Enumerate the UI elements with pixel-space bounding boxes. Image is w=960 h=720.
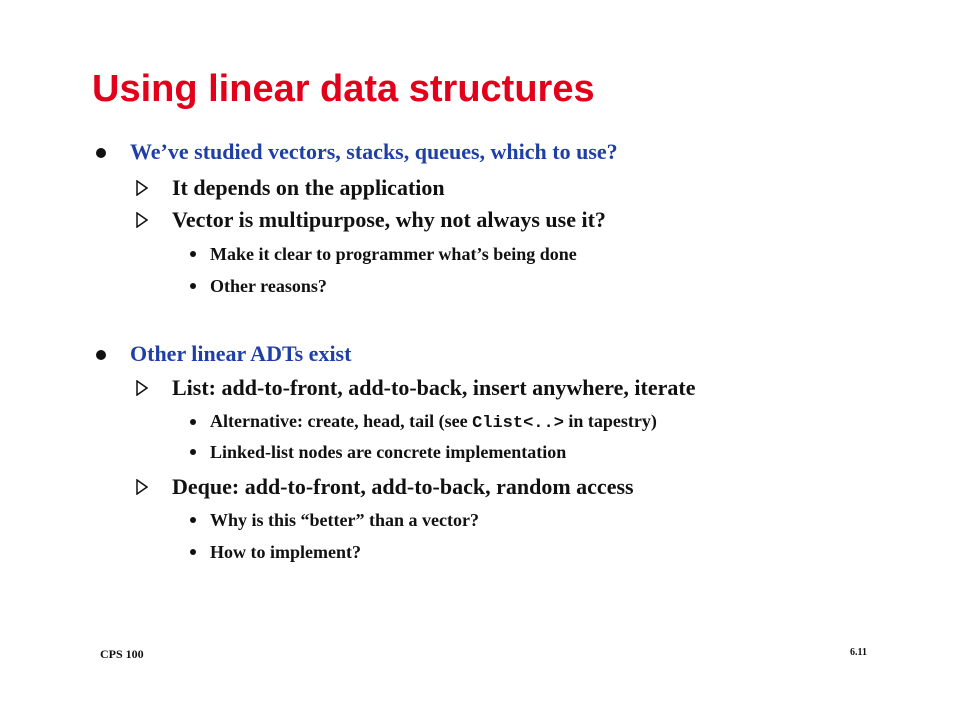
dot-bullet-icon — [190, 251, 196, 257]
detail-how-implement — [190, 543, 361, 561]
detail-make-clear — [190, 245, 577, 263]
arrow-bullet-icon — [136, 380, 148, 396]
clist-code-token: Clist<..> — [472, 414, 564, 433]
arrow-bullet-icon — [136, 479, 148, 495]
round-bullet-icon — [96, 350, 106, 360]
dot-bullet-icon — [190, 449, 196, 455]
bullet-studied-structures — [96, 141, 618, 163]
dot-bullet-icon — [190, 549, 196, 555]
detail-make-clear-text: Make it clear to programmer what’s being done — [210, 244, 577, 264]
subbullet-deque-operations — [136, 476, 634, 498]
dot-bullet-icon — [190, 419, 196, 425]
subbullet-list-operations — [136, 377, 695, 399]
detail-alternative-prefix: Alternative: create, head, tail (see — [210, 411, 473, 431]
slide-title: Using linear data structures — [92, 68, 595, 110]
detail-how-implement-text: How to implement? — [210, 542, 361, 562]
detail-other-reasons — [190, 277, 327, 295]
subbullet-depends-application — [136, 177, 445, 199]
subbullet-list-operations-text: List: add-to-front, add-to-back, insert anywhere, iterate — [172, 375, 696, 400]
round-bullet-icon — [96, 148, 106, 158]
detail-alternative-clist-text — [210, 412, 657, 432]
detail-why-better-text: Why is this “better” than a vector? — [210, 510, 479, 530]
bullet-studied-structures-text: We’ve studied vectors, stacks, queues, which to use? — [130, 139, 618, 164]
dot-bullet-icon — [190, 283, 196, 289]
subbullet-depends-application-text: It depends on the application — [172, 175, 445, 200]
bullet-other-linear-adts — [96, 343, 351, 365]
subbullet-deque-operations-text: Deque: add-to-front, add-to-back, random access — [172, 474, 634, 499]
detail-linked-list-nodes-text: Linked-list nodes are concrete implementation — [210, 442, 567, 462]
arrow-bullet-icon — [136, 212, 148, 228]
subbullet-vector-multipurpose — [136, 209, 606, 231]
slide-number-footer: 6.11 — [850, 647, 867, 658]
detail-alternative-clist — [190, 412, 657, 432]
arrow-bullet-icon — [136, 180, 148, 196]
course-code-footer: CPS 100 — [100, 647, 144, 661]
detail-linked-list-nodes — [190, 443, 566, 461]
detail-other-reasons-text: Other reasons? — [210, 276, 327, 296]
bullet-other-linear-adts-text: Other linear ADTs exist — [130, 341, 352, 366]
detail-alternative-suffix: in tapestry) — [563, 411, 657, 431]
detail-why-better — [190, 511, 479, 529]
dot-bullet-icon — [190, 517, 196, 523]
subbullet-vector-multipurpose-text: Vector is multipurpose, why not always use it? — [172, 207, 606, 232]
